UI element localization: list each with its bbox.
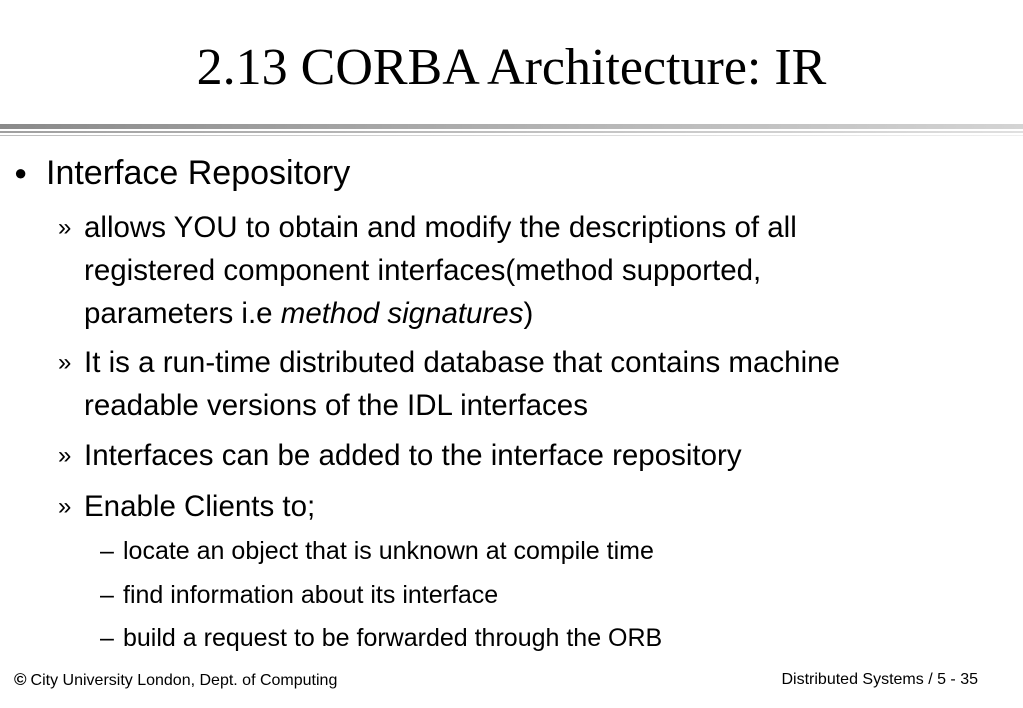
footer-page-info: Distributed Systems / 5 - 35 xyxy=(781,671,978,688)
guillemet-marker: » xyxy=(58,214,72,241)
title-divider-thick xyxy=(0,124,1023,129)
bullet-item-2-line-1: It is a run-time distributed database that contains machine xyxy=(84,346,840,379)
title-divider-medium xyxy=(0,131,1023,133)
bullet-item-2-line-2: readable versions of the IDL interfaces xyxy=(84,389,588,422)
bullet-level1 xyxy=(14,152,350,194)
guillemet-marker: » xyxy=(58,493,72,520)
bullet-level1-text: Interface Repository xyxy=(46,154,351,192)
dash-marker: – xyxy=(100,581,114,609)
copyright-icon: © xyxy=(14,670,27,689)
line-3-italic: method signatures xyxy=(280,297,524,330)
footer-organization: City University London, Dept. of Computing xyxy=(30,672,338,689)
guillemet-marker: » xyxy=(58,442,72,469)
sub-item-2-text: find information about its interface xyxy=(123,581,499,609)
footer-left xyxy=(14,670,337,691)
sub-item-3-text: build a request to be forwarded through the ORB xyxy=(123,624,663,652)
bullet-item-1-line-3 xyxy=(84,292,533,335)
bullet-item-1-line-2: registered component interfaces(method supported, xyxy=(84,254,762,287)
line-3-suffix: ) xyxy=(523,297,534,330)
bullet-dot-icon: ● xyxy=(14,160,28,185)
dash-marker: – xyxy=(100,624,114,652)
dash-marker: – xyxy=(100,537,114,565)
title-divider-thin xyxy=(0,135,1023,136)
bullet-item-1-line-1: allows YOU to obtain and modify the descriptions of all xyxy=(84,211,797,244)
sub-item-1-text: locate an object that is unknown at compile time xyxy=(123,537,654,565)
slide-title: 2.13 CORBA Architecture: IR xyxy=(196,39,827,96)
bullet-item-3-line-1: Interfaces can be added to the interface repository xyxy=(84,439,742,472)
guillemet-marker: » xyxy=(58,349,72,376)
bullet-item-4-line-1: Enable Clients to; xyxy=(84,490,316,523)
line-3-prefix: parameters i.e xyxy=(84,297,281,330)
